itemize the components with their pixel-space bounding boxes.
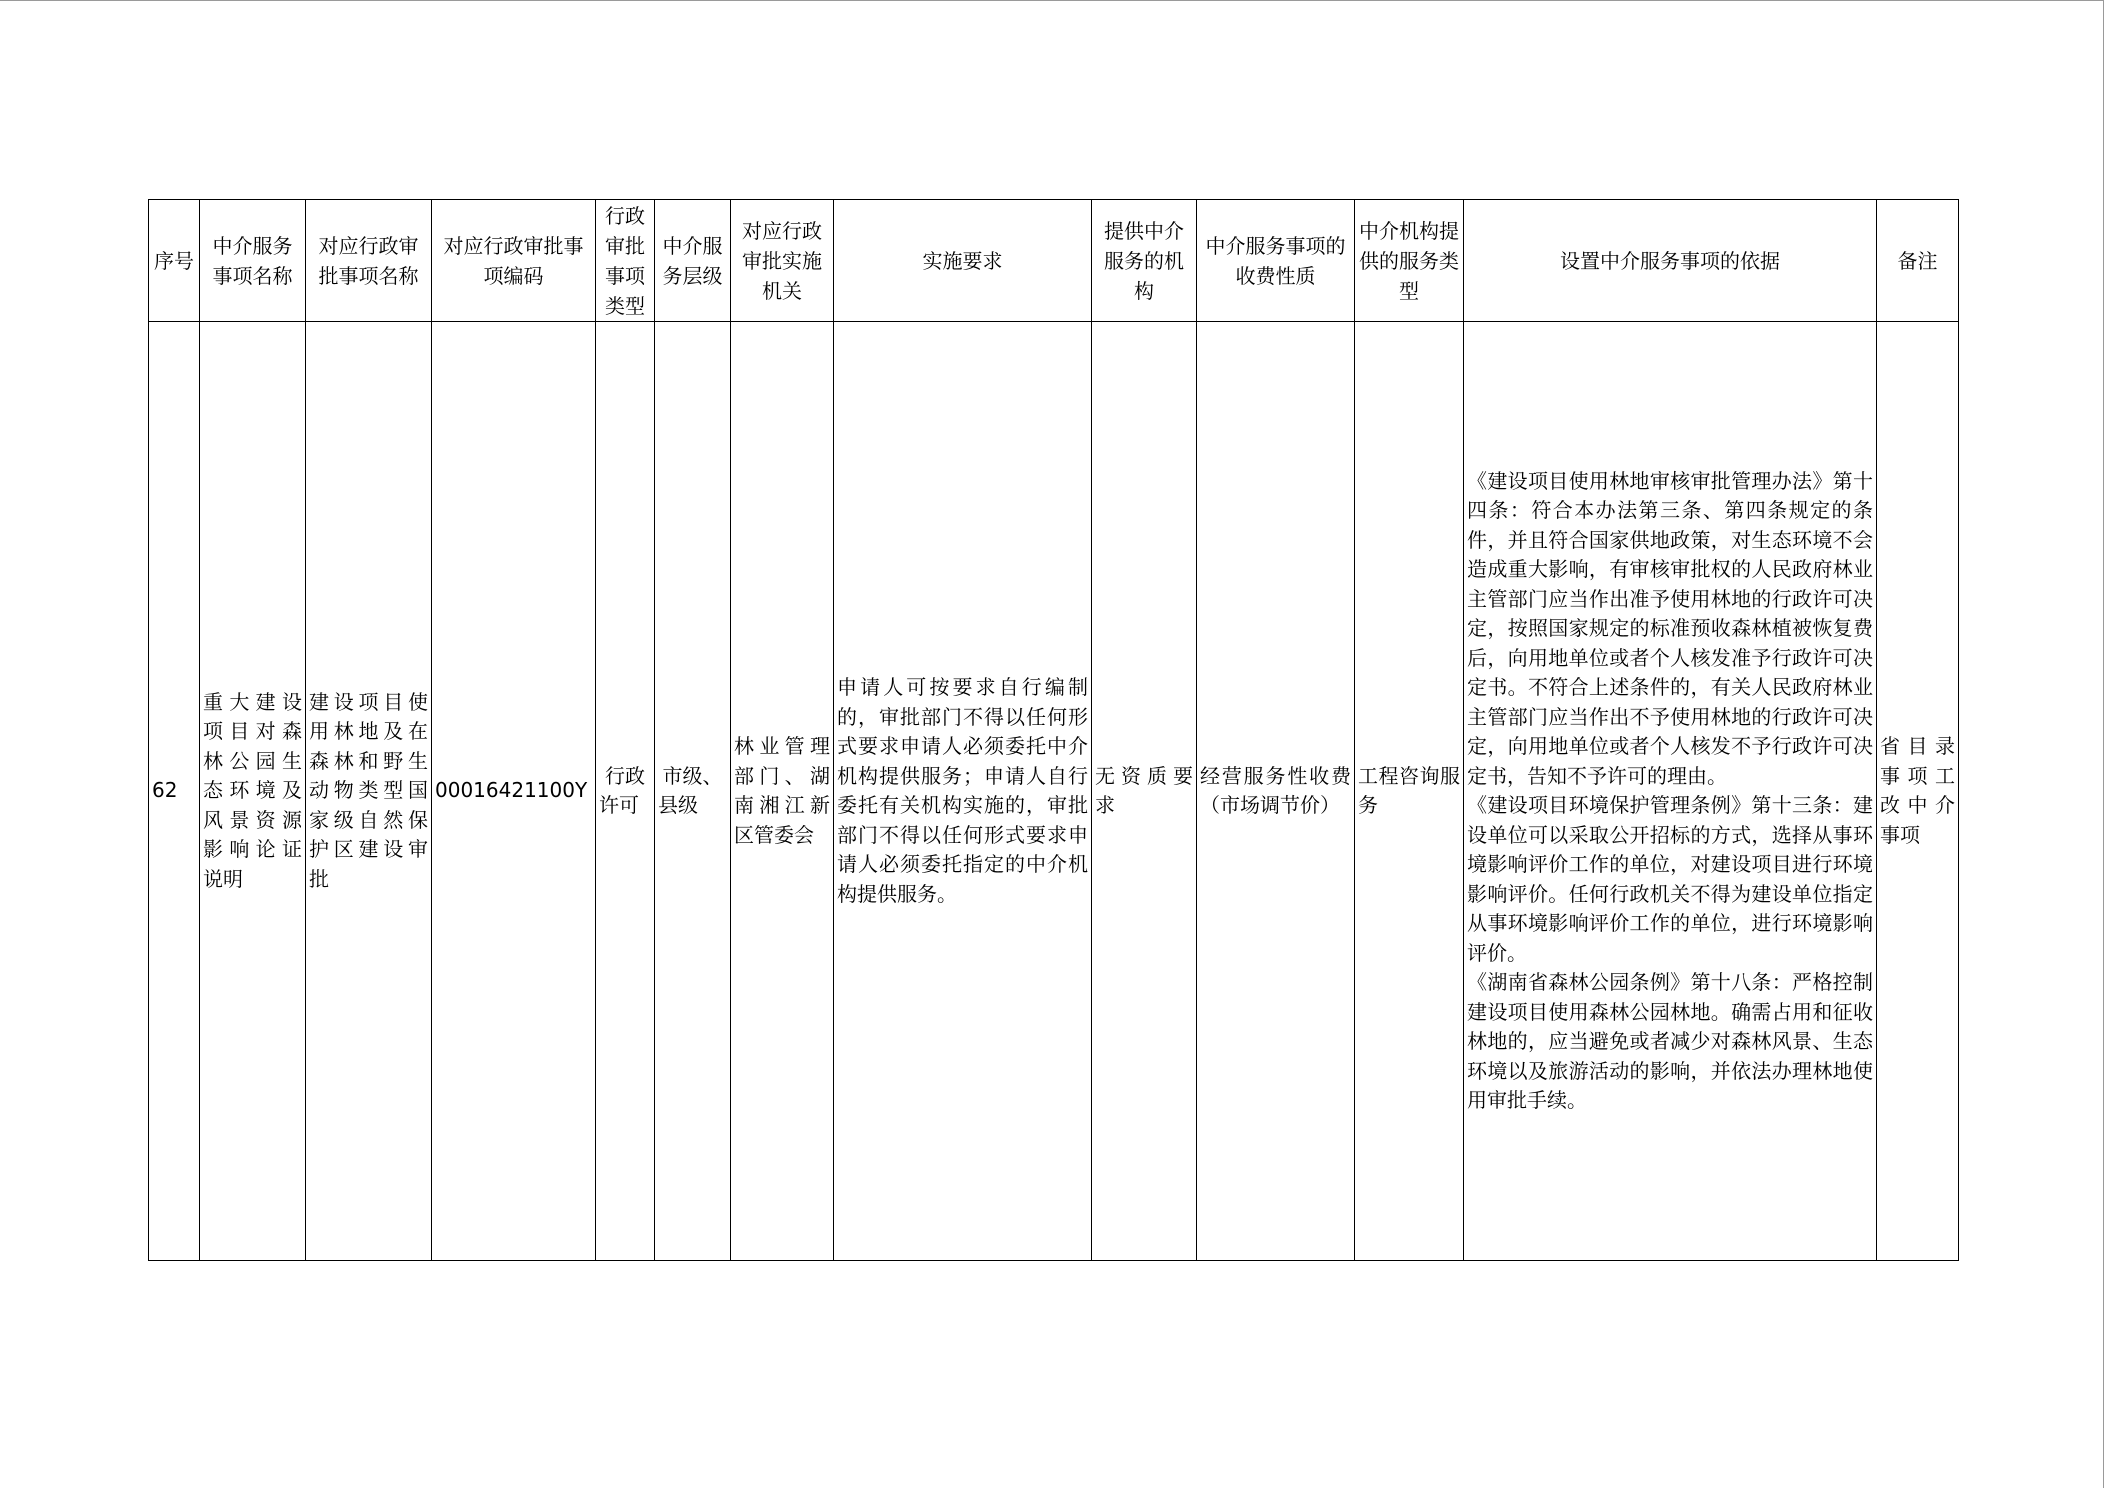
header-remarks: 备注 xyxy=(1877,200,1959,322)
cell-service-level: 市级、县级 xyxy=(655,322,731,1261)
header-service-type: 中介机构提供的服务类型 xyxy=(1355,200,1464,322)
header-approval-code: 对应行政审批事项编码 xyxy=(432,200,596,322)
page-top-edge xyxy=(0,0,2104,1)
table-header-row xyxy=(149,200,1959,322)
basis-paragraph: 《湖南省森林公园条例》第十八条：严格控制建设项目使用森林公园林地。确需占用和征收林地的，应当避免或者减少对森林风景、生态环境以及旅游活动的影响，并依法办理林地使用审批手续。 xyxy=(1467,970,1873,1112)
cell-basis xyxy=(1464,322,1877,1261)
cell-approval-code: 00016421100Y xyxy=(432,322,596,1261)
cell-provider: 无资质要求 xyxy=(1092,322,1197,1261)
cell-service-name: 重大建设项目对森林公园生态环境及风景资源影响论证说明 xyxy=(200,322,306,1261)
basis-paragraph: 《建设项目使用林地审核审批管理办法》第十四条：符合本办法第三条、第四条规定的条件，并且符合国家供地政策，对生态环境不会造成重大影响，有审核审批权的人民政府林业主管部门应当作出准予使用林地的行政许可决定，按照国家规定的标准预收森林植被恢复费后，向用地单位或者个人核发准予行政许可决定书。不符合上述条件的，有关人民政府林业主管部门应当作出不予使用林地的行政许可决定，向用地单位或者个人核发不予行政许可决定书，告知不予许可的理由。 xyxy=(1467,468,1873,788)
header-basis: 设置中介服务事项的依据 xyxy=(1464,200,1877,322)
basis-paragraph: 《建设项目环境保护管理条例》第十三条：建设单位可以采取公开招标的方式，选择从事环境影响评价工作的单位，对建设项目进行环境影响评价。任何行政机关不得为建设单位指定从事环境影响评价工作的单位，进行环境影响评价。 xyxy=(1467,793,1873,965)
header-authority: 对应行政审批实施机关 xyxy=(731,200,834,322)
cell-fee-nature: 经营服务性收费（市场调节价） xyxy=(1197,322,1355,1261)
header-requirements: 实施要求 xyxy=(834,200,1092,322)
cell-approval-type: 行政许可 xyxy=(596,322,655,1261)
table-row xyxy=(149,322,1959,1261)
header-seq: 序号 xyxy=(149,200,200,322)
header-provider: 提供中介服务的机构 xyxy=(1092,200,1197,322)
cell-approval-name: 建设项目使用林地及在森林和野生动物类型国家级自然保护区建设审批 xyxy=(306,322,432,1261)
cell-authority: 林业管理部门、湖南湘江新区管委会 xyxy=(731,322,834,1261)
header-approval-type: 行政审批事项类型 xyxy=(596,200,655,322)
cell-remarks: 省目录事项工改中介事项 xyxy=(1877,322,1959,1261)
header-service-level: 中介服务层级 xyxy=(655,200,731,322)
cell-requirements: 申请人可按要求自行编制的，审批部门不得以任何形式要求申请人必须委托中介机构提供服务；申请人自行委托有关机构实施的，审批部门不得以任何形式要求申请人必须委托指定的中介机构提供服务。 xyxy=(834,322,1092,1261)
header-fee-nature: 中介服务事项的收费性质 xyxy=(1197,200,1355,322)
header-service-name: 中介服务事项名称 xyxy=(200,200,306,322)
cell-service-type: 工程咨询服务 xyxy=(1355,322,1464,1261)
header-approval-name: 对应行政审批事项名称 xyxy=(306,200,432,322)
cell-seq: 62 xyxy=(149,322,200,1261)
intermediary-service-table xyxy=(148,199,1959,1261)
